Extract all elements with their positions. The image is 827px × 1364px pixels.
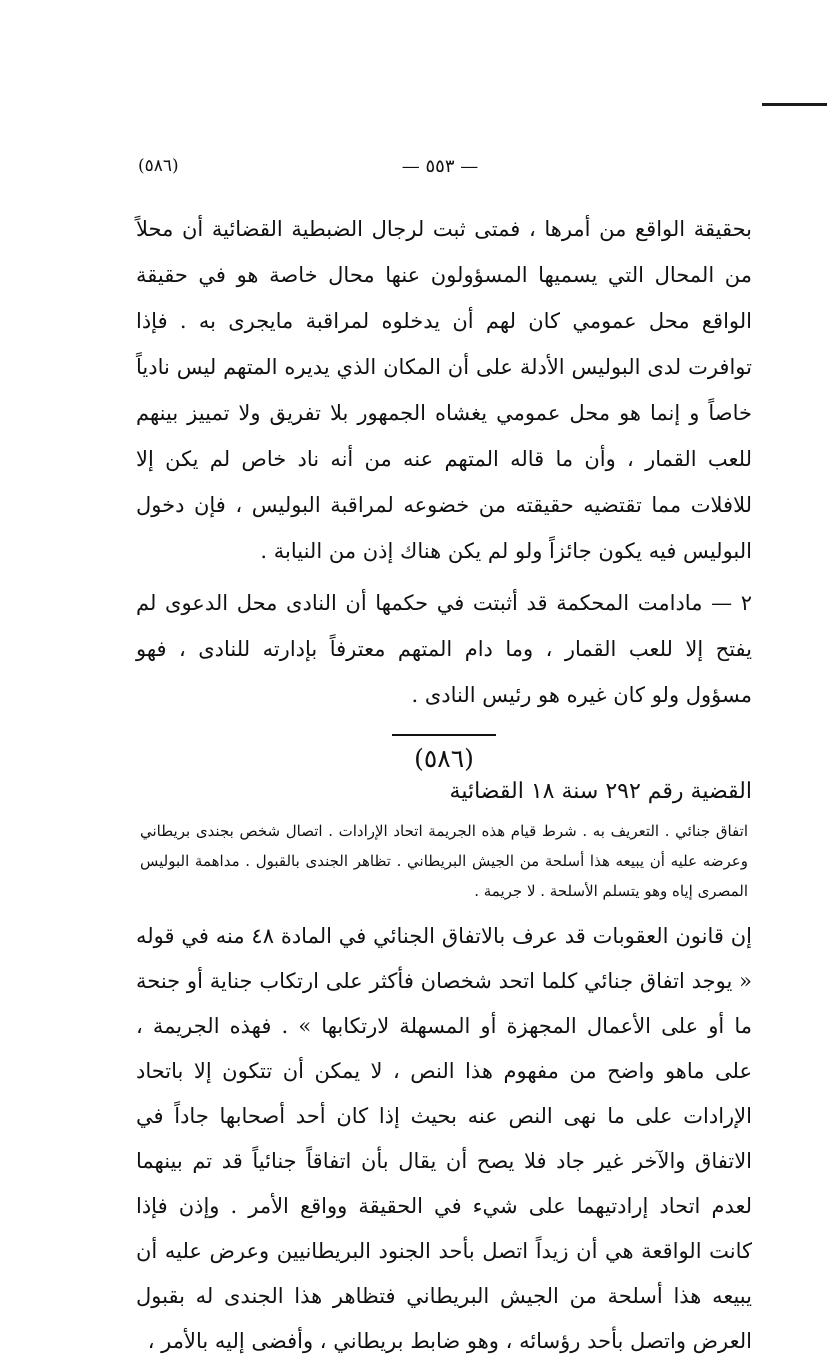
- section-divider: [392, 734, 496, 736]
- page-edge-mark: [762, 103, 827, 106]
- page-content: [136, 206, 752, 1364]
- case-title: القضية رقم ٢٩٢ سنة ١٨ القضائية: [449, 779, 752, 804]
- judgment-body: [136, 914, 752, 1364]
- continued-paragraph-2: ٢ — مادامت المحكمة قد أثبتت في حكمها أن النادى محل الدعوى لم يفتح إلا للعب القمار ، وما دام المتهم معترفاً بإدارته للنادى ، فهو مسؤول ولو كان غيره هو رئيس النادى .: [136, 591, 752, 707]
- page-number: — ٥٥٣ —: [401, 156, 479, 177]
- case-number-heading: (٥٨٦): [414, 744, 474, 773]
- continued-paragraph-1: بحقيقة الواقع من أمرها ، فمتى ثبت لرجال الضبطية القضائية أن محلاً من المحال التي يسميها المسؤولون عنها محال خاصة هو في حقيقة الواقع محل عمومي كان لهم أن يدخلوه لمراقبة مايجرى به . فإذا توافرت لدى البوليس الأدلة على أن المكان الذي يديره المتهم ليس نادياً خاصاً و إنما هو محل عمومي يغشاه الجمهور بلا تفريق ولا تمييز بينهم للعب القمار ، وأن ما قاله المتهم عنه من أنه ناد خاص لم يكن إلا للافلات مما تقتضيه حقيقته من خضوعه لمراقبة البوليس ، فإن دخول البوليس فيه يكون جائزاً ولو لم يكن هناك إذن من النيابة .: [136, 217, 752, 563]
- case-abstract: اتفاق جنائي . التعريف به . شرط قيام هذه الجريمة اتحاد الإرادات . اتصال شخص بجندى بريطاني وعرضه عليه أن يبيعه هذا أسلحة من الجيش البريطاني . تظاهر الجندى بالقبول . مداهمة البوليس المصرى إياه وهو يتسلم الأسلحة . لا جريمة .: [140, 822, 748, 900]
- header-reference-number: (٥٨٦): [138, 156, 179, 176]
- judgment-paragraph-1: إن قانون العقوبات قد عرف بالاتفاق الجنائي في المادة ٤٨ منه في قوله « يوجد اتفاق جنائي كلما اتحد شخصان فأكثر على ارتكاب جناية أو جنحة ما أو على الأعمال المجهزة أو المسهلة لارتكابها » . فهذه الجريمة ، على ماهو واضح من مفهوم هذا النص ، لا يمكن أن تتكون إلا باتحاد الإرادات على ما نهى النص عنه بحيث إذا كان أحد أصحابها جاداً في الاتفاق والآخر غير جاد فلا يصح أن يقال بأن اتفاقاً جنائياً قد تم بينهما لعدم اتحاد إرادتيهما على شيء في الحقيقة وواقع الأمر . وإذن فإذا كانت الواقعة هي أن زيداً اتصل بأحد الجنود البريطانيين وعرض عليه أن يبيعه هذا أسلحة من الجيش البريطاني فتظاهر هذا الجندى له بقبول العرض واتصل بأحد رؤسائه ، وهو ضابط بريطاني ، وأفضى إليه بالأمر ،: [136, 924, 752, 1353]
